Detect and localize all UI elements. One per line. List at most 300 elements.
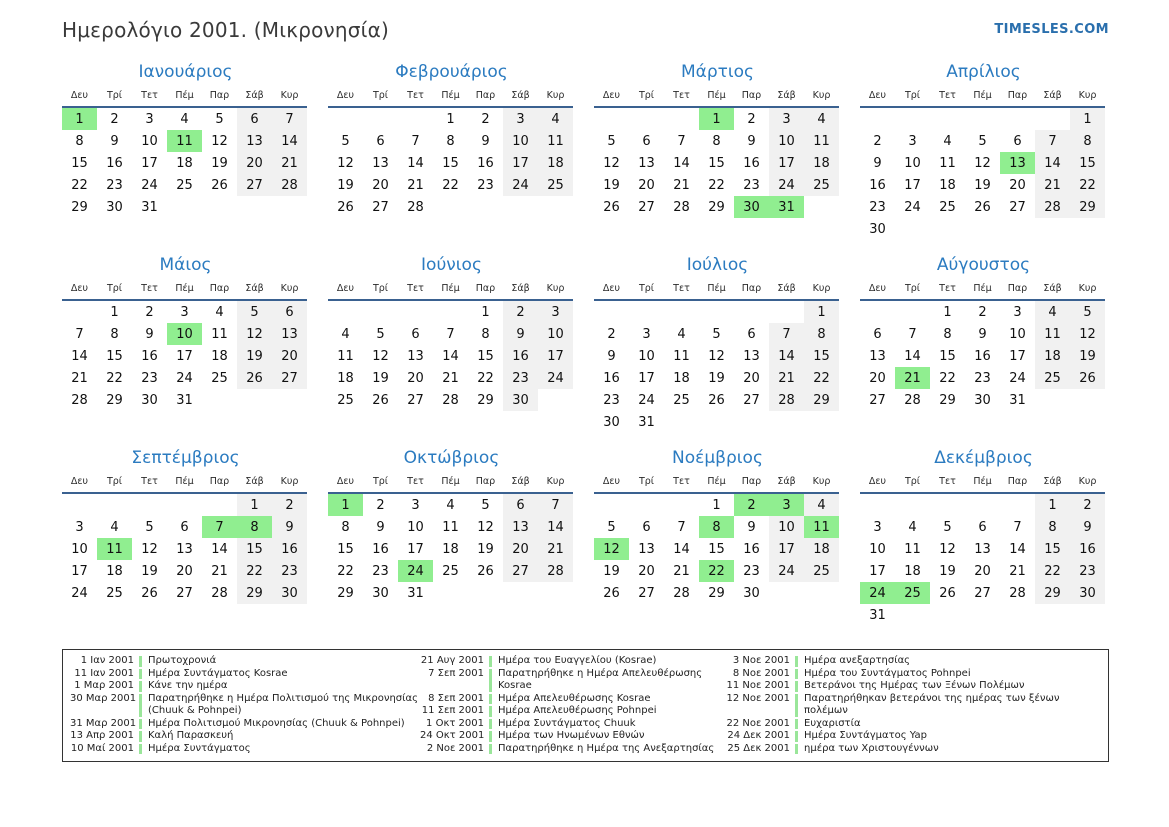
day-cell: 15 [106,348,123,364]
weekday-header: Πέμ [707,282,726,294]
weekday-header: Σάβ [1043,282,1062,294]
legend-item [726,668,1101,681]
day-cell: 22 [699,560,734,582]
legend-label: Ημέρα Συντάγματος Kosrae [148,667,288,679]
empty-cell [965,107,1000,130]
calendar-table [328,473,573,604]
legend-label: Ημέρα των Ηνωμένων Εθνών [498,730,645,741]
day-cell: 22 [477,370,494,386]
day-cell: 11 [904,541,921,557]
week-row [594,300,839,323]
week-row [860,323,1105,345]
day-cell: 28 [407,199,424,215]
day-cell: 26 [603,199,620,215]
week-row [62,560,307,582]
day-cell: 7 [202,516,237,538]
empty-cell [965,493,1000,516]
day-cell: 4 [110,519,119,535]
day-cell: 6 [978,519,987,535]
day-cell: 10 [1009,326,1026,342]
week-row [62,300,307,323]
week-row [62,538,307,560]
calendar-table [328,87,573,218]
day-cell: 4 [180,111,189,127]
empty-cell [202,493,237,516]
week-row [594,323,839,345]
day-cell: 22 [939,370,956,386]
day-cell: 20 [638,177,655,193]
month-title: Απρίλιος [946,62,1021,82]
day-cell: 21 [538,538,573,560]
weekday-header: Πέμ [441,475,460,487]
day-cell: 19 [939,563,956,579]
day-cell: 21 [407,177,424,193]
day-cell: 27 [638,585,655,601]
day-cell: 5 [376,326,385,342]
day-cell: 4 [1035,300,1070,323]
legend-item [70,655,420,668]
day-cell: 23 [743,563,760,579]
weekday-header: Τετ [673,475,690,487]
day-cell: 26 [603,585,620,601]
week-row [328,560,573,582]
weekday-header: Τρί [372,282,389,294]
weekday-header: Δευ [868,475,887,487]
day-cell: 18 [538,152,573,174]
day-cell: 15 [337,541,354,557]
day-cell: 5 [481,497,490,513]
empty-cell [62,493,97,516]
day-cell: 3 [75,519,84,535]
day-cell: 6 [180,519,189,535]
day-cell: 23 [272,560,307,582]
day-cell: 14 [272,130,307,152]
calendar-table [62,280,307,411]
day-cell: 11 [673,348,690,364]
month-september [62,448,309,624]
day-cell: 17 [904,177,921,193]
day-cell: 11 [804,516,839,538]
day-cell: 17 [1009,348,1026,364]
empty-cell [433,582,468,604]
empty-cell [363,107,398,130]
day-cell: 22 [1035,560,1070,582]
day-cell: 28 [272,174,307,196]
holiday-marker-icon [795,694,798,717]
empty-cell [895,218,930,240]
day-cell: 28 [538,560,573,582]
day-cell: 10 [904,155,921,171]
month-title: Οκτώβριος [403,448,500,468]
legend-date: 31 Μαρ 2001 [70,717,137,729]
day-cell: 13 [237,130,272,152]
holiday-marker-icon [139,669,142,680]
weekday-header: Τετ [407,475,424,487]
weekday-header: Σάβ [777,475,796,487]
day-cell: 11 [167,130,202,152]
empty-cell [62,300,97,323]
empty-cell [202,196,237,218]
weekday-header: Τετ [939,282,956,294]
day-cell: 7 [411,133,420,149]
weekday-header: Τρί [106,475,123,487]
legend-label: Ημέρα του Ευαγγελίου (Kosrae) [498,655,657,666]
day-cell: 19 [708,370,725,386]
day-cell: 12 [974,155,991,171]
day-cell: 8 [110,326,119,342]
day-cell: 20 [176,563,193,579]
day-cell: 13 [372,155,389,171]
day-cell: 9 [747,519,756,535]
day-cell: 22 [442,177,459,193]
legend-item [726,743,1101,756]
day-cell: 13 [1000,152,1035,174]
day-cell: 19 [603,177,620,193]
legend-date: 8 Νοε 2001 [732,667,790,679]
holiday-marker-icon [795,744,798,755]
empty-cell [167,196,202,218]
day-cell: 15 [237,538,272,560]
holiday-marker-icon [489,719,492,730]
day-cell: 17 [638,370,655,386]
day-cell: 14 [407,155,424,171]
day-cell: 8 [943,326,952,342]
day-cell: 8 [699,516,734,538]
month-title: Ιούλιος [686,255,749,275]
day-cell: 11 [337,348,354,364]
week-row [594,560,839,582]
empty-cell [398,107,433,130]
legend-label: Ημέρα Πολιτισμού Μικρονησίας (Chuuk & Pohnpei) [148,717,405,729]
legend-date: 25 Δεκ 2001 [727,742,790,754]
day-cell: 28 [904,392,921,408]
day-cell: 22 [71,177,88,193]
day-cell: 30 [141,392,158,408]
day-cell: 5 [341,133,350,149]
day-cell: 25 [673,392,690,408]
day-cell: 1 [1070,107,1105,130]
empty-cell [664,411,699,433]
day-cell: 21 [211,563,228,579]
day-cell: 10 [71,541,88,557]
day-cell: 13 [743,348,760,364]
calendar-table [594,473,839,604]
day-cell: 30 [974,392,991,408]
day-cell: 29 [708,199,725,215]
day-cell: 24 [904,199,921,215]
day-cell: 7 [538,493,573,516]
day-cell: 4 [804,493,839,516]
empty-cell [930,218,965,240]
day-cell: 16 [477,155,494,171]
legend-item [420,705,726,718]
weekday-header: Παρ [209,282,230,294]
legend-date: 10 Μαί 2001 [70,742,134,754]
weekday-header: Δευ [602,475,621,487]
weekday-header: Σάβ [511,89,530,101]
weekday-header: Τρί [638,89,655,101]
day-cell: 13 [407,348,424,364]
day-cell: 4 [538,107,573,130]
day-cell: 20 [1009,177,1026,193]
day-cell: 3 [769,493,804,516]
weekday-header: Κυρ [280,475,299,487]
day-cell: 6 [642,133,651,149]
day-cell: 24 [860,582,895,604]
weekday-header: Τετ [939,89,956,101]
day-cell: 16 [272,538,307,560]
week-row [62,516,307,538]
day-cell: 27 [503,560,538,582]
day-cell: 6 [503,493,538,516]
legend-item [726,680,1101,693]
day-cell: 3 [642,326,651,342]
day-cell: 10 [538,323,573,345]
day-cell: 1 [237,493,272,516]
empty-cell [468,196,503,218]
weekday-header: Κυρ [812,89,831,101]
day-cell: 2 [734,493,769,516]
legend-date: 7 Σεπ 2001 [428,667,484,679]
week-row [860,604,1105,626]
empty-cell [965,218,1000,240]
day-cell: 30 [869,221,886,237]
empty-cell [930,493,965,516]
day-cell: 13 [176,541,193,557]
page-title: Ημερολόγιο 2001. (Μικρονησία) [62,18,390,42]
day-cell: 18 [804,152,839,174]
day-cell: 19 [337,177,354,193]
weekday-header: Παρ [475,475,496,487]
day-cell: 4 [677,326,686,342]
day-cell: 19 [211,155,228,171]
empty-cell [237,196,272,218]
weekday-header: Δευ [868,282,887,294]
week-row [594,516,839,538]
legend-date: 13 Απρ 2001 [70,730,134,741]
empty-cell [594,300,629,323]
day-cell: 26 [337,199,354,215]
day-cell: 17 [71,563,88,579]
day-cell: 7 [769,323,804,345]
day-cell: 29 [477,392,494,408]
day-cell: 28 [1009,585,1026,601]
day-cell: 9 [747,133,756,149]
week-row [328,367,573,389]
day-cell: 21 [71,370,88,386]
day-cell: 8 [1070,130,1105,152]
week-row [860,493,1105,516]
day-cell: 23 [869,199,886,215]
day-cell: 2 [272,493,307,516]
day-cell: 20 [272,345,307,367]
empty-cell [132,493,167,516]
weekday-header: Πέμ [973,282,992,294]
day-cell: 7 [677,519,686,535]
holiday-marker-icon [795,681,798,692]
weekday-header: Παρ [741,89,762,101]
day-cell: 23 [1070,560,1105,582]
empty-cell [734,411,769,433]
legend-item [420,693,726,706]
empty-cell [895,493,930,516]
legend-label: ημέρα των Χριστουγέννων [804,742,939,754]
day-cell: 22 [106,370,123,386]
day-cell: 16 [743,541,760,557]
month-january [62,62,309,238]
week-row [594,538,839,560]
day-cell: 1 [712,497,721,513]
weekday-header: Πέμ [441,89,460,101]
day-cell: 15 [71,155,88,171]
weekday-header: Τρί [638,475,655,487]
week-row [860,345,1105,367]
weekday-header: Σάβ [511,475,530,487]
day-cell: 31 [638,414,655,430]
week-row [594,196,839,218]
day-cell: 30 [503,389,538,411]
day-cell: 2 [747,111,756,127]
empty-cell [895,107,930,130]
empty-cell [237,389,272,411]
day-cell: 9 [978,326,987,342]
week-row [328,493,573,516]
week-row [860,560,1105,582]
month-march [594,62,841,238]
day-cell: 16 [869,177,886,193]
empty-cell [804,582,839,604]
legend-date: 11 Ιαν 2001 [74,667,134,679]
empty-cell [664,493,699,516]
weekday-header: Τετ [407,282,424,294]
day-cell: 21 [272,152,307,174]
empty-cell [433,300,468,323]
weekday-header: Δευ [602,282,621,294]
day-cell: 2 [376,497,385,513]
day-cell: 25 [442,563,459,579]
day-cell: 29 [708,585,725,601]
day-cell: 12 [237,323,272,345]
weekday-header: Παρ [475,89,496,101]
brand [994,18,1109,37]
weekday-header: Κυρ [812,475,831,487]
day-cell: 1 [481,304,490,320]
holiday-marker-icon [139,719,142,730]
legend-item [726,730,1101,743]
day-cell: 15 [1035,538,1070,560]
day-cell: 19 [477,541,494,557]
week-row [328,538,573,560]
calendar-table [594,280,839,433]
day-cell: 18 [1035,345,1070,367]
weekday-header: Κυρ [812,282,831,294]
week-row [62,389,307,411]
week-row [328,130,573,152]
day-cell: 23 [974,370,991,386]
holiday-marker-icon [489,744,492,755]
weekday-header: Τρί [106,282,123,294]
day-cell: 7 [272,107,307,130]
day-cell: 6 [1013,133,1022,149]
week-row [860,130,1105,152]
empty-cell [202,389,237,411]
day-cell: 24 [176,370,193,386]
empty-cell [1000,604,1035,626]
legend-label: Ημέρα Συντάγματος Chuuk [498,717,636,729]
day-cell: 5 [943,519,952,535]
legend-date: 1 Οκτ 2001 [426,717,484,729]
day-cell: 9 [873,155,882,171]
weekday-header: Τετ [939,475,956,487]
holiday-marker-icon [139,656,142,667]
empty-cell [664,300,699,323]
day-cell: 24 [769,560,804,582]
empty-cell [895,300,930,323]
day-cell: 11 [804,130,839,152]
day-cell: 29 [1035,582,1070,604]
legend-label: Ημέρα του Συντάγματος Pohnpei [804,667,971,679]
holiday-marker-icon [489,706,492,717]
legend-date: 11 Νοε 2001 [726,680,790,691]
legend-column [726,655,1101,755]
day-cell: 26 [477,563,494,579]
weekday-header: Πέμ [973,475,992,487]
legend-date: 30 Μαρ 2001 [70,692,137,704]
empty-cell [363,300,398,323]
calendar-table [62,473,307,604]
day-cell: 6 [873,326,882,342]
holiday-marker-icon [139,681,142,692]
legend-label: Καλή Παρασκευή [148,730,234,741]
week-row [328,389,573,411]
empty-cell [804,196,839,218]
weekday-header: Κυρ [1078,89,1097,101]
day-cell: 20 [237,152,272,174]
empty-cell [538,196,573,218]
day-cell: 6 [747,326,756,342]
weekday-header: Τετ [141,475,158,487]
day-cell: 30 [743,585,760,601]
day-cell: 6 [642,519,651,535]
day-cell: 25 [804,174,839,196]
day-cell: 4 [446,497,455,513]
day-cell: 31 [1009,392,1026,408]
day-cell: 20 [503,538,538,560]
empty-cell [930,107,965,130]
day-cell: 30 [272,582,307,604]
day-cell: 13 [974,541,991,557]
day-cell: 9 [1070,516,1105,538]
day-cell: 11 [211,326,228,342]
legend-item [726,693,1101,718]
month-june [328,255,575,431]
week-row [62,152,307,174]
legend-date: 24 Οκτ 2001 [420,730,485,741]
day-cell: 1 [62,107,97,130]
month-november [594,448,841,624]
empty-cell [734,300,769,323]
day-cell: 3 [908,133,917,149]
day-cell: 11 [1035,323,1070,345]
day-cell: 9 [607,348,616,364]
weekday-header: Τετ [407,89,424,101]
legend-item [70,718,420,731]
day-cell: 26 [708,392,725,408]
brand-link[interactable]: TIMESLES.COM [994,22,1109,37]
day-cell: 8 [804,323,839,345]
day-cell: 18 [176,155,193,171]
empty-cell [1000,218,1035,240]
